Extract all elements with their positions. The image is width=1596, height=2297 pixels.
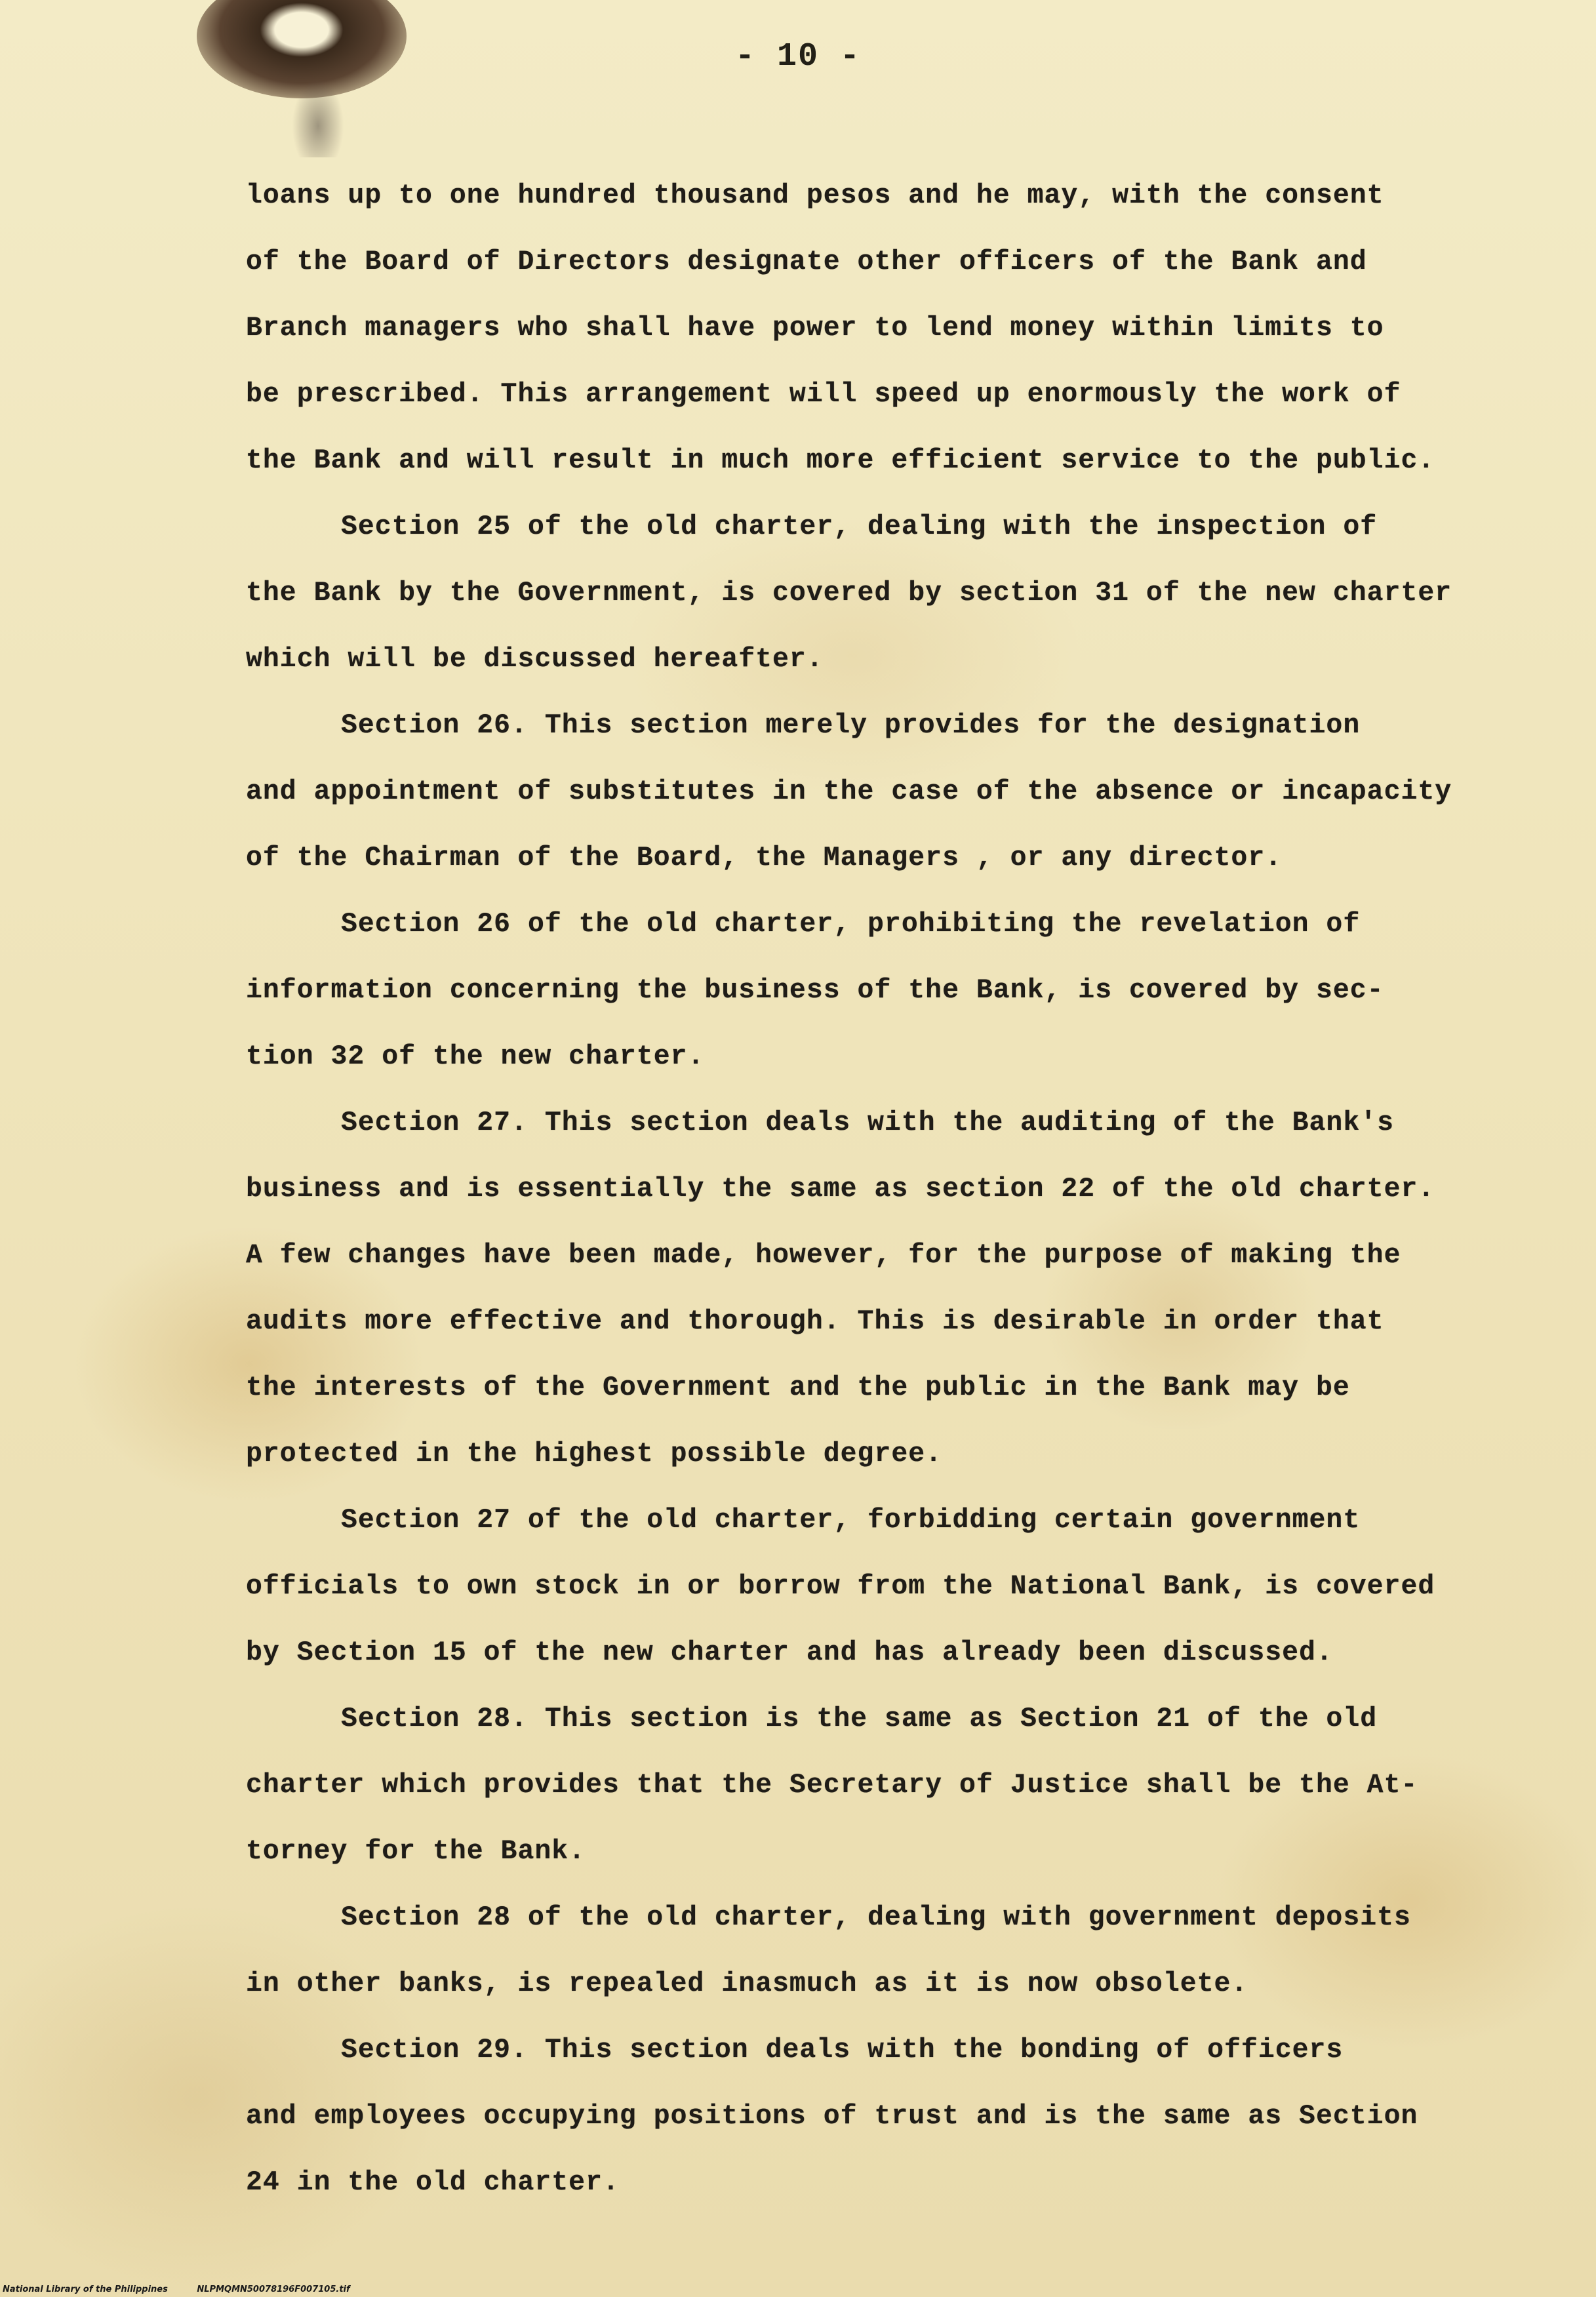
text-line: information concerning the business of the Bank, is covered by sec- [246, 975, 1384, 1006]
text-line: loans up to one hundred thousand pesos and he may, with the consent [246, 180, 1384, 211]
text-line: charter which provides that the Secretary of Justice shall be the At- [246, 1770, 1418, 1801]
text-line: torney for the Bank. [246, 1836, 586, 1867]
text-line: in other banks, is repealed inasmuch as it is now obsolete. [246, 1968, 1248, 1999]
text-line: protected in the highest possible degree. [246, 1439, 943, 1469]
text-line: Branch managers who shall have power to lend money within limits to [246, 313, 1384, 344]
text-line: officials to own stock in or borrow from the National Bank, is covered [246, 1571, 1435, 1602]
ink-smudge [292, 79, 344, 157]
file-id: NLPMQMN50078196F007105.tif [197, 2285, 350, 2294]
text-line: 24 in the old charter. [246, 2167, 620, 2198]
text-line: by Section 15 of the new charter and has already been discussed. [246, 1637, 1333, 1668]
text-line: the Bank by the Government, is covered by section 31 of the new charter [246, 578, 1452, 609]
text-line: business and is essentially the same as section 22 of the old charter. [246, 1174, 1435, 1205]
text-line: and appointment of substitutes in the case of the absence or incapacity [246, 776, 1452, 807]
page-number: - 10 - [734, 38, 862, 75]
library-credit: National Library of the Philippines [3, 2285, 168, 2294]
text-line: be prescribed. This arrangement will speed up enormously the work of [246, 379, 1401, 410]
text-line: Section 29. This section deals with the bonding of officers [341, 2035, 1344, 2066]
text-line: the Bank and will result in much more efficient service to the public. [246, 445, 1435, 476]
text-line: Section 27. This section deals with the auditing of the Bank's [341, 1108, 1395, 1138]
text-line: of the Chairman of the Board, the Managers , or any director. [246, 843, 1283, 873]
text-line: which will be discussed hereafter. [246, 644, 824, 675]
text-line: Section 26 of the old charter, prohibiting the revelation of [341, 909, 1361, 940]
text-line: A few changes have been made, however, for the purpose of making the [246, 1240, 1401, 1271]
text-line: tion 32 of the new charter. [246, 1041, 705, 1072]
text-line: the interests of the Government and the public in the Bank may be [246, 1372, 1350, 1403]
text-line: Section 26. This section merely provides for the designation [341, 710, 1361, 741]
text-line: of the Board of Directors designate other officers of the Bank and [246, 247, 1367, 277]
text-line: Section 28. This section is the same as Section 21 of the old [341, 1704, 1378, 1734]
text-line: Section 28 of the old charter, dealing with government deposits [341, 1902, 1411, 1933]
text-line: Section 25 of the old charter, dealing with the inspection of [341, 511, 1378, 542]
typed-body-text [246, 163, 1452, 2216]
text-line: Section 27 of the old charter, forbidding certain government [341, 1505, 1361, 1536]
text-line: audits more effective and thorough. This is desirable in order that [246, 1306, 1384, 1337]
text-line: and employees occupying positions of trust and is the same as Section [246, 2101, 1418, 2132]
scan-footer [3, 2285, 376, 2294]
